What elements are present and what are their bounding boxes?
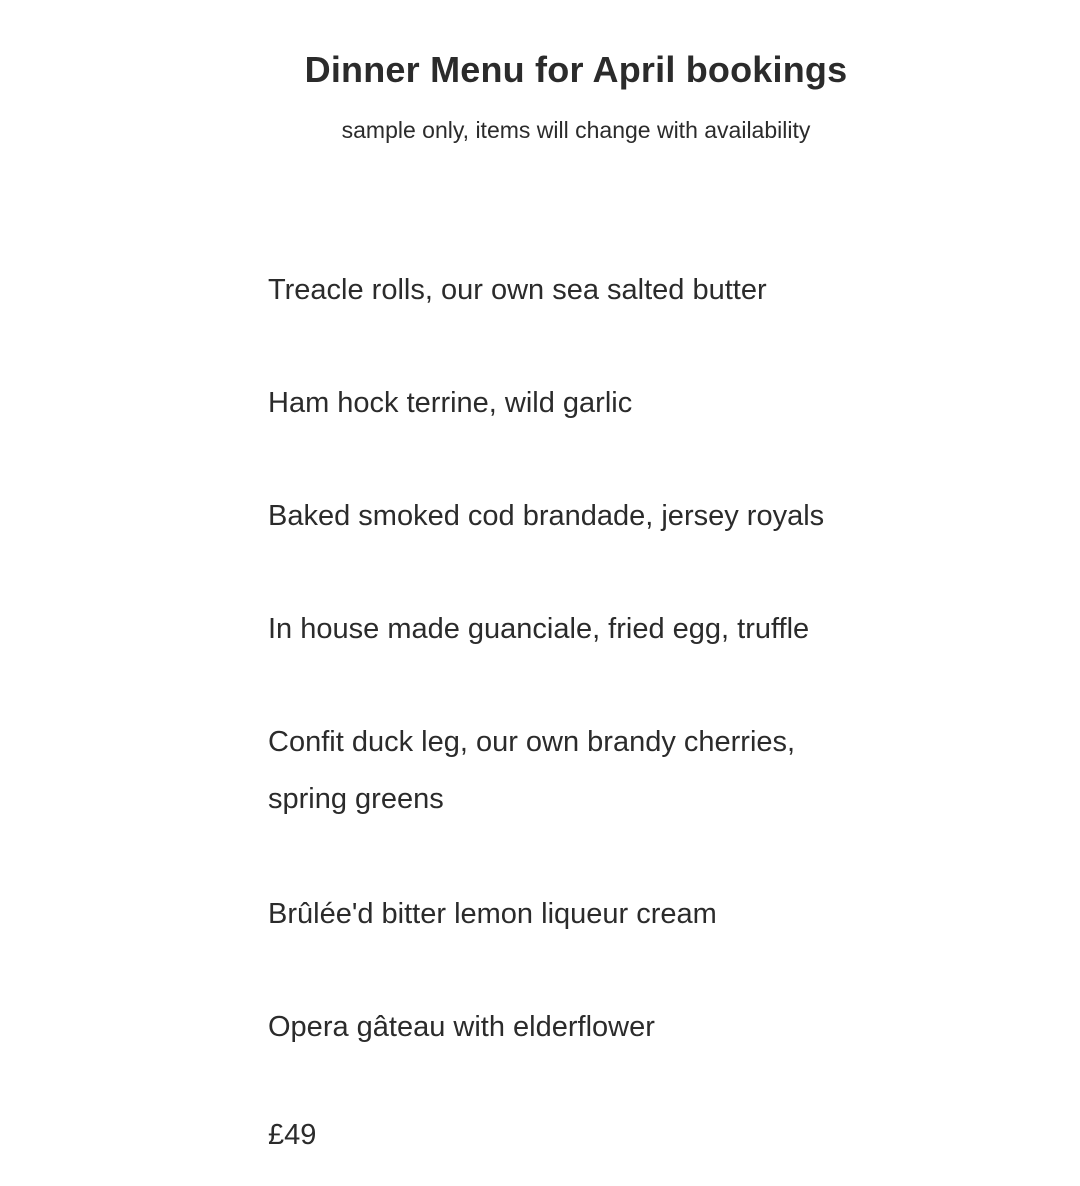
menu-item: Baked smoked cod brandade, jersey royals — [268, 500, 825, 532]
menu-item-list — [268, 262, 868, 1112]
menu-item: Opera gâteau with elderflower — [268, 1011, 655, 1043]
menu-title: Dinner Menu for April bookings — [304, 49, 848, 90]
menu-item: In house made guanciale, fried egg, truffle — [268, 613, 810, 645]
menu-price: £49 — [268, 1119, 317, 1151]
menu-subtitle: sample only, items will change with availability — [341, 117, 811, 143]
menu-item: Ham hock terrine, wild garlic — [268, 387, 633, 419]
menu-item: Brûlée'd bitter lemon liqueur cream — [268, 898, 717, 930]
menu-item: Confit duck leg, our own brandy cherries, spring greens — [268, 726, 796, 815]
menu-item: Treacle rolls, our own sea salted butter — [268, 274, 767, 306]
